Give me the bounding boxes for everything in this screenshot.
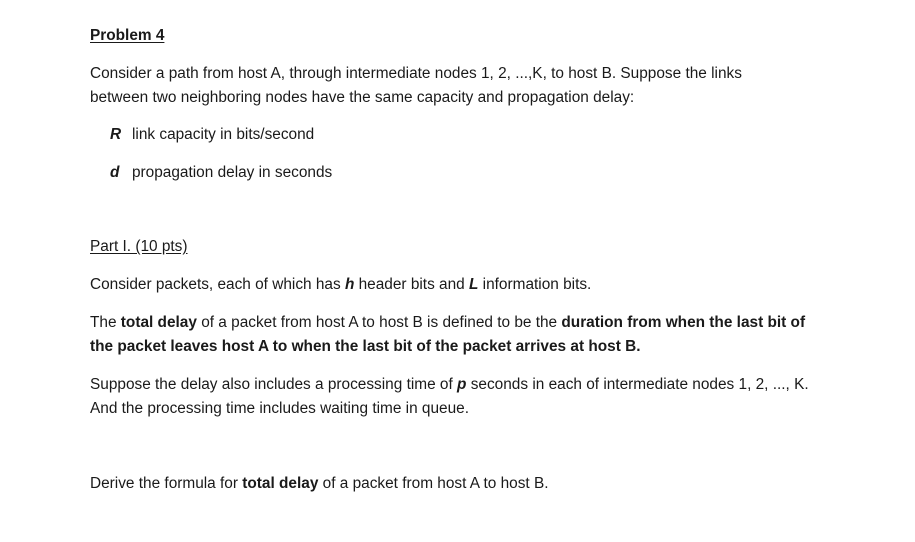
variable-d	[110, 161, 332, 185]
processing-line-2: And the processing time includes waiting time in queue.	[90, 400, 469, 417]
derive-instruction	[90, 472, 549, 496]
variable-R	[110, 123, 314, 147]
term-total-delay: total delay	[120, 314, 197, 331]
text-run: Consider packets, each of which has	[90, 276, 345, 293]
definition-line-1	[90, 311, 805, 335]
variable-description: link capacity in bits/second	[132, 126, 315, 143]
text-run: header bits and	[354, 276, 469, 293]
problem-title: Problem 4	[90, 27, 165, 44]
bold-run: duration from when the last bit of	[561, 314, 806, 331]
variable-symbol: R	[110, 126, 122, 143]
var-p: p	[457, 376, 467, 393]
var-L: L	[469, 276, 479, 293]
term-total-delay: total delay	[242, 475, 319, 492]
text-run: Derive the formula for	[90, 475, 243, 492]
definition-line-2	[90, 335, 641, 359]
text-run: of a packet from host A to host B is defined to be the	[196, 314, 562, 331]
variable-description: propagation delay in seconds	[132, 164, 333, 181]
var-h: h	[344, 276, 355, 293]
intro-line-1: Consider a path from host A, through intermediate nodes 1, 2, ...,K, to host B. Suppose the links	[90, 65, 742, 82]
text-run: The	[90, 314, 121, 331]
intro-line-2: between two neighboring nodes have the same capacity and propagation delay:	[90, 89, 635, 106]
text-run: .	[636, 338, 641, 355]
processing-line-1	[90, 373, 809, 397]
text-run: seconds in each of intermediate nodes 1, 2, ..., K.	[466, 376, 809, 393]
bold-run: the packet leaves host A to when the last bit of the packet arrives at host B	[90, 338, 637, 355]
text-run: Suppose the delay also includes a processing time of	[90, 376, 458, 393]
variable-symbol: d	[110, 164, 120, 181]
text-run: information bits.	[478, 276, 592, 293]
part1-heading: Part I. (10 pts)	[90, 238, 188, 255]
text-run: of a packet from host A to host B.	[318, 475, 549, 492]
packets-sentence	[90, 273, 591, 297]
